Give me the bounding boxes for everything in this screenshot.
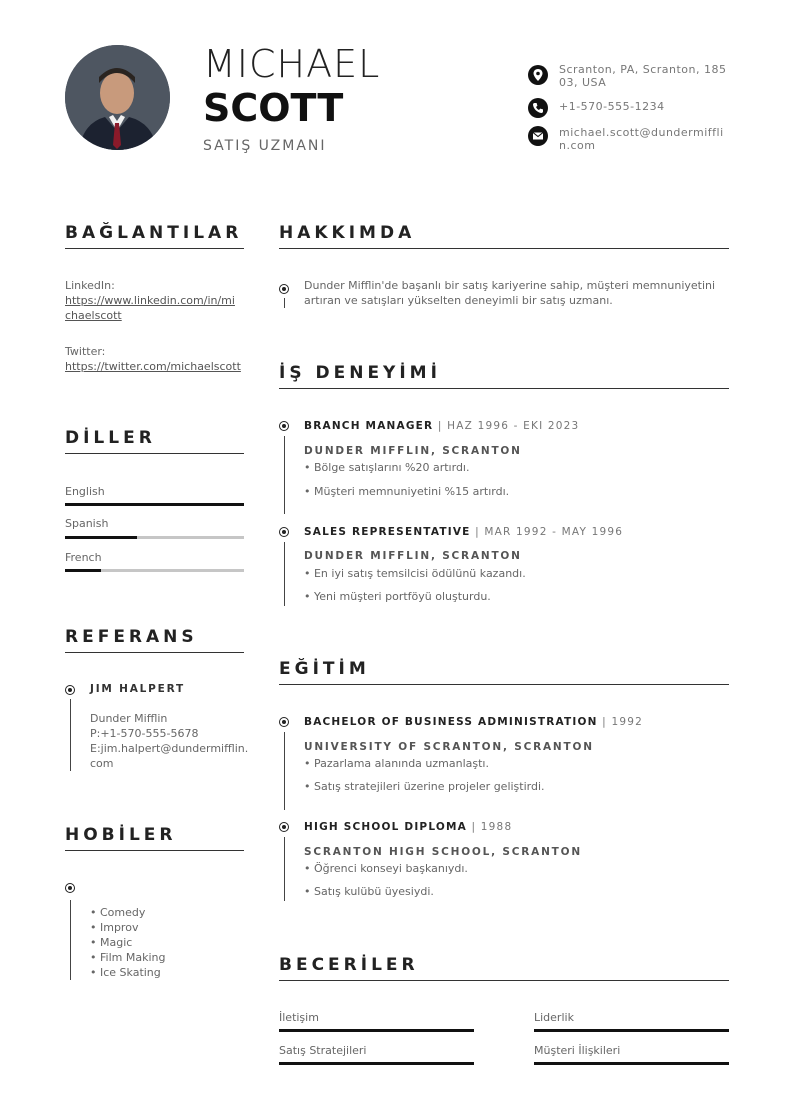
timeline-dot-icon bbox=[65, 883, 75, 893]
about-line: Dunder Mifflin'de başanlı bir satış kariyerine sahip, müşteri memnuniyetini bbox=[304, 279, 716, 292]
education-header bbox=[304, 716, 643, 728]
job-bullet: • Müşteri memnuniyetini %15 artırdı. bbox=[304, 485, 510, 498]
about-text bbox=[304, 278, 734, 308]
linkedin-block bbox=[65, 278, 245, 323]
profile-photo bbox=[65, 45, 170, 150]
timeline-line bbox=[70, 900, 71, 980]
job-bullet: • Yeni müşteri portföyü oluşturdu. bbox=[304, 590, 491, 603]
job-title: SALES REPRESENTATIVE bbox=[304, 526, 471, 538]
reference-phone: P:+1-570-555-5678 bbox=[90, 727, 199, 740]
degree-separator: | bbox=[602, 716, 607, 728]
education-bullet: • Satış stratejileri üzerine projeler geliştirdi. bbox=[304, 780, 545, 793]
degree-title: BACHELOR OF BUSINESS ADMINISTRATION bbox=[304, 716, 598, 728]
reference-name: JIM HALPERT bbox=[90, 683, 185, 695]
job-bullet: • Bölge satışlarını %20 artırdı. bbox=[304, 461, 470, 474]
education-bullet: • Satış kulübü üyesiydi. bbox=[304, 885, 434, 898]
linkedin-link-line2[interactable]: chaelscott bbox=[65, 309, 122, 322]
reference-email-line2: com bbox=[90, 757, 114, 770]
job-title: SATIŞ UZMANI bbox=[203, 138, 327, 154]
skill-bar bbox=[279, 1029, 474, 1032]
timeline-dot-icon bbox=[279, 717, 289, 727]
degree-date: 1988 bbox=[480, 821, 513, 833]
skill-name: Liderlik bbox=[534, 1011, 574, 1024]
job-date: MAR 1992 - MAY 1996 bbox=[484, 526, 624, 538]
language-bar-english bbox=[65, 503, 244, 506]
phone-text: +1-570-555-1234 bbox=[559, 100, 665, 113]
language-name-english: English bbox=[65, 485, 105, 498]
phone-icon bbox=[528, 98, 548, 118]
job-date: HAZ 1996 - EKI 2023 bbox=[447, 420, 580, 432]
timeline-dot-icon bbox=[279, 421, 289, 431]
skill-bar bbox=[279, 1062, 474, 1065]
language-bar-fill bbox=[65, 503, 244, 506]
last-name: SCOTT bbox=[203, 86, 344, 130]
email-text: michael.scott@dundermifflin.com bbox=[559, 126, 724, 152]
job-separator: | bbox=[475, 526, 480, 538]
job-bullet: • En iyi satış temsilcisi ödülünü kazandı. bbox=[304, 567, 526, 580]
school-name: SCRANTON HIGH SCHOOL, SCRANTON bbox=[304, 846, 582, 858]
degree-title: HIGH SCHOOL DIPLOMA bbox=[304, 821, 467, 833]
person-portrait-icon bbox=[65, 45, 170, 150]
skill-bar bbox=[534, 1062, 729, 1065]
skill-bar bbox=[534, 1029, 729, 1032]
experience-heading: İŞ DENEYİMİ bbox=[279, 363, 729, 389]
hobby-item: • Film Making bbox=[90, 951, 166, 964]
contact-address bbox=[528, 63, 728, 91]
timeline-line bbox=[284, 298, 285, 308]
language-bar-fill bbox=[65, 569, 101, 572]
job-company: DUNDER MIFFLIN, SCRANTON bbox=[304, 550, 522, 562]
timeline-dot-icon bbox=[65, 685, 75, 695]
language-name-french: French bbox=[65, 551, 102, 564]
job-header bbox=[304, 526, 623, 538]
skill-name: Müşteri İlişkileri bbox=[534, 1044, 621, 1057]
job-title: BRANCH MANAGER bbox=[304, 420, 434, 432]
timeline-dot-icon bbox=[279, 284, 289, 294]
timeline-line bbox=[284, 732, 285, 810]
envelope-icon bbox=[528, 126, 548, 146]
languages-heading: DİLLER bbox=[65, 428, 244, 454]
job-separator: | bbox=[437, 420, 443, 432]
about-line: artıran ve satışları yükselten deneyimli bir satış uzmanı. bbox=[304, 294, 613, 307]
skill-name: İletişim bbox=[279, 1011, 319, 1024]
hobby-item: • Magic bbox=[90, 936, 133, 949]
address-text: Scranton, PA, Scranton, 18503, USA bbox=[559, 63, 727, 89]
language-bar-spanish bbox=[65, 536, 244, 539]
twitter-label: Twitter: bbox=[65, 345, 106, 358]
twitter-block bbox=[65, 344, 245, 374]
hobby-item: • Ice Skating bbox=[90, 966, 161, 979]
links-heading: BAĞLANTILAR bbox=[65, 223, 244, 249]
twitter-link[interactable]: https://twitter.com/michaelscott bbox=[65, 360, 241, 373]
linkedin-label: LinkedIn: bbox=[65, 279, 115, 292]
hobbies-list bbox=[90, 905, 165, 980]
hobby-item: • Improv bbox=[90, 921, 139, 934]
education-header bbox=[304, 821, 512, 833]
degree-separator: | bbox=[471, 821, 477, 833]
reference-details bbox=[90, 711, 250, 771]
contact-email bbox=[528, 126, 728, 154]
timeline-dot-icon bbox=[279, 527, 289, 537]
about-heading: HAKKIMDA bbox=[279, 223, 729, 249]
education-bullet: • Öğrenci konseyi başkanıydı. bbox=[304, 862, 468, 875]
contact-phone bbox=[528, 100, 728, 120]
timeline-dot-icon bbox=[279, 822, 289, 832]
job-header bbox=[304, 420, 579, 432]
timeline-line bbox=[70, 699, 71, 771]
first-name: MICHAEL bbox=[203, 42, 381, 86]
skills-heading: BECERİLER bbox=[279, 955, 729, 981]
education-bullet: • Pazarlama alanında uzmanlaştı. bbox=[304, 757, 489, 770]
language-bar-french bbox=[65, 569, 244, 572]
location-pin-icon bbox=[528, 65, 548, 85]
school-name: UNIVERSITY OF SCRANTON, SCRANTON bbox=[304, 741, 594, 753]
timeline-line bbox=[284, 436, 285, 514]
degree-date: 1992 bbox=[611, 716, 643, 728]
language-bar-fill bbox=[65, 536, 137, 539]
linkedin-link-line1[interactable]: https://www.linkedin.com/in/mi bbox=[65, 294, 235, 307]
hobbies-heading: HOBİLER bbox=[65, 825, 244, 851]
reference-email-line1: E:jim.halpert@dundermifflin. bbox=[90, 742, 249, 755]
timeline-line bbox=[284, 837, 285, 901]
education-heading: EĞİTİM bbox=[279, 659, 729, 685]
timeline-line bbox=[284, 542, 285, 606]
skill-name: Satış Stratejileri bbox=[279, 1044, 367, 1057]
references-heading: REFERANS bbox=[65, 627, 244, 653]
hobby-item: • Comedy bbox=[90, 906, 146, 919]
reference-company: Dunder Mifflin bbox=[90, 712, 168, 725]
language-name-spanish: Spanish bbox=[65, 517, 109, 530]
job-company: DUNDER MIFFLIN, SCRANTON bbox=[304, 445, 522, 457]
